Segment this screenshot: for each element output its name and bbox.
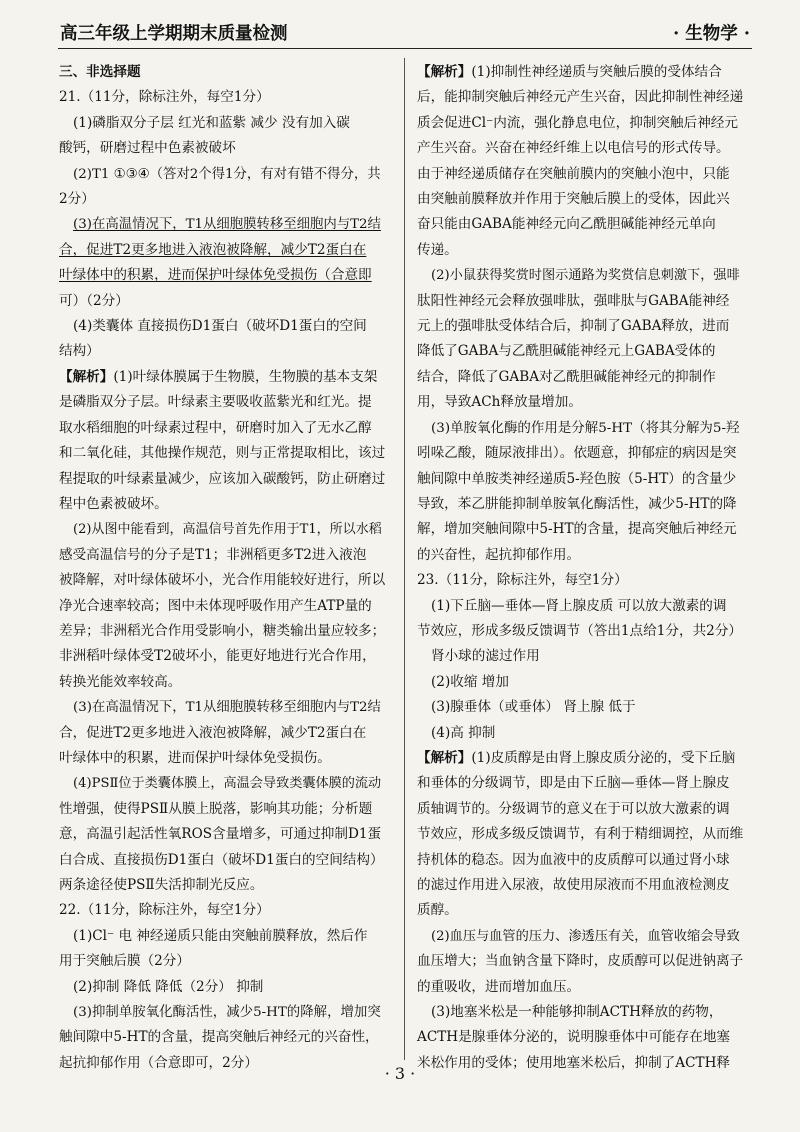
text-line: (1)Cl⁻ 电 神经递质只能由突触前膜释放，然后作 xyxy=(73,927,368,944)
text-line: 触间隙中单胺类神经递质5-羟色胺（5-HT）的含量少 xyxy=(417,470,737,487)
text-line: 2分） xyxy=(59,191,95,208)
text-line: (2)抑制 降低 降低（2分） 抑制 xyxy=(73,978,264,995)
text-line: 【解析】(1)皮质醇是由肾上腺皮质分泌的，受下丘脑 xyxy=(417,749,736,766)
text-line: 意，高温引起活性氧ROS含量增多，可通过抑制D1蛋 xyxy=(59,826,382,843)
text-line: 非洲稻叶绿体受T2破坏小，能更好地进行光合作用， xyxy=(59,648,376,665)
text-line: 合，促进T2更多地进入液泡被降解，减少T2蛋白在 xyxy=(59,724,367,741)
text-line: 传递。 xyxy=(417,241,458,258)
text-line: 差异；非洲稻光合作用受影响小，糖类输出量应较多； xyxy=(59,622,386,639)
text-line: (2)T1 ①③④（答对2个得1分，有对有错不得分，共 xyxy=(73,166,381,182)
exam-title: 高三年级上学期期末质量检测 xyxy=(60,24,288,44)
text-line: 转换光能效率较高。 xyxy=(59,673,182,690)
text-line: (3)抑制单胺氧化酶活性，减少5-HT的降解，增加突 xyxy=(73,1005,381,1021)
text-line: (4)PSⅡ位于类囊体膜上，高温会导致类囊体膜的流动 xyxy=(73,776,382,792)
text-line: 吲哚乙酸，随尿液排出）。依题意，抑郁症的病因是突 xyxy=(417,445,737,462)
text-line: 被降解，对叶绿体破坏小，光合作用能较好进行，所以 xyxy=(59,572,386,589)
text-line: (1)磷脂双分子层 红光和蓝紫 减少 没有加入碳 xyxy=(73,114,350,131)
text-line: 肾小球的滤过作用 xyxy=(431,648,540,665)
text-line: 结构） xyxy=(59,343,100,360)
text-line: 质轴调节的。分级调节的意义在于可以放大激素的调 xyxy=(417,800,730,817)
text-line: 和二氧化硅，其他操作规范，则与正常提取相比，该过 xyxy=(59,445,386,462)
text-line: 【解析】(1)抑制性神经递质与突触后膜的受体结合 xyxy=(417,64,722,80)
text-line: 降低了GABA与乙酰胆碱能神经元上GABA受体的 xyxy=(417,343,716,360)
right-column xyxy=(417,60,753,1071)
text-line: 取水稻细胞的叶绿素过程中，研磨时加入了无水乙醇 xyxy=(59,419,372,436)
subject-label: · 生物学 · xyxy=(673,24,750,44)
text-line: 产生兴奋。兴奋在神经纤维上以电信号的形式传导。 xyxy=(417,140,730,157)
text-line: 由于神经递质储存在突触前膜内的突触小泡中，只能 xyxy=(417,165,730,182)
text-line: 的重吸收，进而增加血压。 xyxy=(417,978,581,995)
analysis-tag: 【解析】 xyxy=(417,749,472,766)
text-line: (2)从图中能看到，高温信号首先作用于T1，所以水稻 xyxy=(73,522,382,538)
text-line: (4)高 抑制 xyxy=(431,724,496,741)
text-line: 导致，苯乙肼能抑制单胺氧化酶活性，减少5-HT的降 xyxy=(417,495,737,512)
text-line: 的兴奋性，起抗抑郁作用。 xyxy=(417,546,581,563)
page-number: · 3 · xyxy=(384,1064,416,1083)
text-line: 合，促进T2更多地进入液泡被降解，减少T2蛋白在 xyxy=(59,241,367,258)
text-line: 质会促进Cl⁻内流，强化静息电位，抑制突触后神经元 xyxy=(417,114,738,131)
text-line: (2)小鼠获得奖赏时图示通路为奖赏信息刺激下，强啡 xyxy=(431,268,740,284)
text-line: 血压增大；当血钠含量下降时，皮质醇可以促进钠离子 xyxy=(417,953,744,970)
text-line: 起抗抑郁作用（合意即可，2分） xyxy=(59,1054,258,1071)
text-line: 结合，降低了GABA对乙酰胆碱能神经元的抑制作 xyxy=(417,368,716,385)
text-line: 质醇。 xyxy=(417,902,458,919)
left-column xyxy=(59,60,395,1071)
text-line: 节效应，形成多级反馈调节，有利于精细调控，从而维 xyxy=(417,826,744,843)
text-line: 的滤过作用进入尿液，故使用尿液而不用血液检测皮 xyxy=(417,877,730,893)
text-line: (3)在高温情况下，T1从细胞膜转移至细胞内与T2结 xyxy=(73,700,381,716)
text-line: 用，导致ACh释放量增加。 xyxy=(417,394,582,411)
text-line: 由突触前膜释放并作用于突触后膜上的受体，因此兴 xyxy=(417,191,730,208)
analysis-tag: 【解析】 xyxy=(417,64,472,80)
text-line: (2)血压与血管的压力、渗透压有关，血管收缩会导致 xyxy=(431,928,740,944)
text-line: 米松作用的受体；使用地塞米松后，抑制了ACTH释 xyxy=(417,1054,731,1071)
text-line: 【解析】(1)叶绿体膜属于生物膜，生物膜的基本支架 xyxy=(59,368,378,385)
text-line: ACTH是腺垂体分泌的，说明腺垂体中可能存在地塞 xyxy=(417,1029,731,1046)
text-line: (2)收缩 增加 xyxy=(431,673,509,690)
column-divider xyxy=(404,58,405,1060)
text-line: (3)腺垂体（或垂体） 肾上腺 低于 xyxy=(431,699,636,716)
analysis-tag: 【解析】 xyxy=(59,368,114,385)
text-line: 肽阳性神经元会释放强啡肽，强啡肽与GABA能神经 xyxy=(417,292,730,309)
text-line: 和垂体的分级调节，即是由下丘脑—垂体—肾上腺皮 xyxy=(417,775,730,792)
text-line: 节效应，形成多级反馈调节（答出1点给1分，共2分） xyxy=(417,622,743,639)
text-line: 持机体的稳态。因为血液中的皮质醇可以通过肾小球 xyxy=(417,851,730,868)
text-line: (3)在高温情况下，T1从细胞膜转移至细胞内与T2结 xyxy=(73,217,381,233)
text-line: 酸钙，研磨过程中色素被破坏 xyxy=(59,140,236,157)
text-line: 奋只能由GABA能神经元向乙酰胆碱能神经元单向 xyxy=(417,216,716,233)
text-line: 可）（2分） xyxy=(59,292,129,309)
text-line: (3)单胺氧化酶的作用是分解5-HT（将其分解为5-羟 xyxy=(431,419,740,436)
text-line: 是磷脂双分子层。叶绿素主要吸收蓝紫光和红光。提 xyxy=(59,394,372,411)
text-line: (1)下丘脑—垂体—肾上腺皮质 可以放大激素的调 xyxy=(431,597,727,614)
text-line: 白合成、直接损伤D1蛋白（破坏D1蛋白的空间结构） xyxy=(59,851,384,868)
text-line: 后，能抑制突触后神经元产生兴奋，因此抑制性神经递 xyxy=(417,89,744,106)
text-line: 23.（11分，除标注外，每空1分） xyxy=(417,572,628,589)
text-line: 元上的强啡肽受体结合后，抑制了GABA释放，进而 xyxy=(417,318,730,335)
text-line: 两条途径使PSⅡ失活抑制光反应。 xyxy=(59,877,264,893)
text-line: 三、非选择题 xyxy=(59,64,141,80)
text-line: 触间隙中5-HT的含量，提高突触后神经元的兴奋性， xyxy=(59,1029,379,1046)
text-line: 用于突触后膜（2分） xyxy=(59,953,190,970)
page-header xyxy=(58,18,752,49)
text-line: 22.（11分，除标注外，每空1分） xyxy=(59,902,270,919)
text-line: 净光合速率较高；图中未体现呼吸作用产生ATP量的 xyxy=(59,597,372,614)
text-line: 解，增加突触间隙中5-HT的含量，提高突触后神经元 xyxy=(417,521,737,538)
text-line: (4)类囊体 直接损伤D1蛋白（破坏D1蛋白的空间 xyxy=(73,318,367,335)
text-line: 性增强，使得PSⅡ从膜上脱落，影响其功能；分析题 xyxy=(59,800,373,817)
text-line: 感受高温信号的分子是T1；非洲稻更多T2进入液泡 xyxy=(59,546,367,563)
text-line: 叶绿体中的积累，进而保护叶绿体免受损伤。 xyxy=(59,749,331,766)
text-line: 叶绿体中的积累，进而保护叶绿体免受损伤（合意即 xyxy=(59,267,372,284)
text-line: 程中色素被破坏。 xyxy=(59,495,168,512)
text-line: 程提取的叶绿素量减少，应该加入碳酸钙，防止研磨过 xyxy=(59,470,386,487)
text-line: 21.（11分，除标注外，每空1分） xyxy=(59,89,270,106)
text-line: (3)地塞米松是一种能够抑制ACTH释放的药物， xyxy=(431,1004,723,1021)
